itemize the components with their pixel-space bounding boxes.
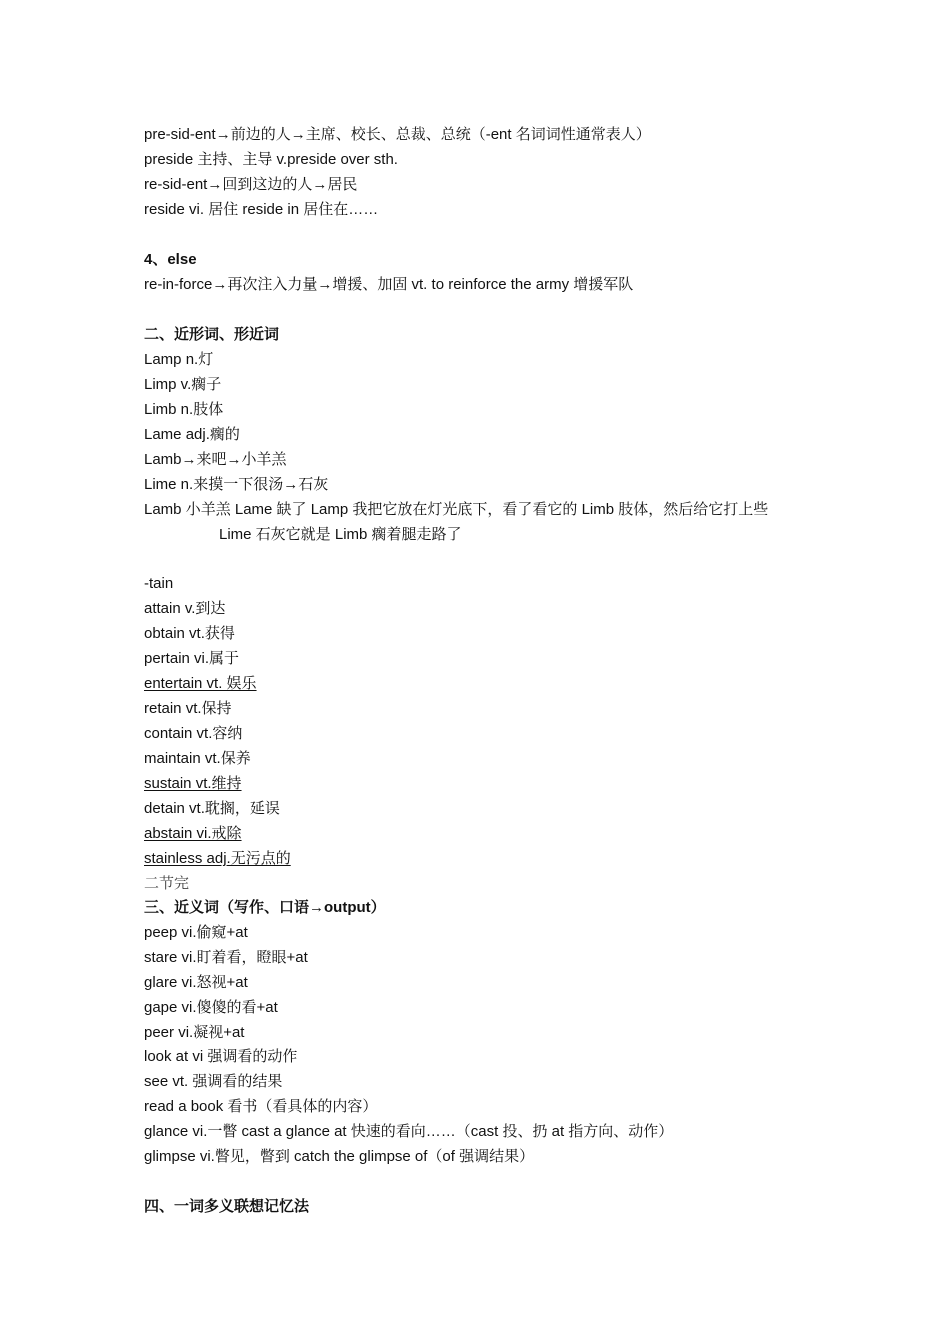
text-line: attain v.到达 xyxy=(144,600,226,617)
text-line: read a book 看书（看具体的内容） xyxy=(144,1098,378,1115)
text-line: re-sid-ent→回到这边的人→居民 xyxy=(144,176,358,193)
text-line: Limb n.肢体 xyxy=(144,401,224,418)
text-line-underlined: sustain vt.维持 xyxy=(144,775,242,792)
text-line: Limp v.瘸子 xyxy=(144,376,222,393)
section-end-note: 二节完 xyxy=(144,875,190,892)
text-line: glimpse vi.瞥见，瞥到 catch the glimpse of（of 强调结果） xyxy=(144,1148,535,1165)
section-heading: 三、近义词（写作、口语→output） xyxy=(144,899,386,916)
section-heading: 4、else xyxy=(144,251,197,268)
text-line-underlined: stainless adj.无污点的 xyxy=(144,850,291,867)
text-line: Lamb→来吧→小羊羔 xyxy=(144,451,287,468)
section-heading: -tain xyxy=(144,575,174,592)
text-line: reside vi. 居住 reside in 居住在…… xyxy=(144,201,379,218)
text-line: contain vt.容纳 xyxy=(144,725,243,742)
text-line: peep vi.偷窥+at xyxy=(144,924,248,941)
text-line: detain vt.耽搁，延误 xyxy=(144,800,280,817)
text-line: Lime 石灰它就是 Limb 瘸着腿走路了 xyxy=(219,526,462,543)
text-line-underlined: entertain vt. 娱乐 xyxy=(144,675,257,692)
text-line: gape vi.傻傻的看+at xyxy=(144,999,278,1016)
text-line-underlined: abstain vi.戒除 xyxy=(144,825,242,842)
text-line: glance vi.一瞥 cast a glance at 快速的看向……（cast 投、扔 at 指方向、动作） xyxy=(144,1123,674,1140)
text-line: Lamb 小羊羔 Lame 缺了 Lamp 我把它放在灯光底下，看了看它的 Limb 肢体，然后给它打上些 xyxy=(144,501,769,518)
text-line: look at vi 强调看的动作 xyxy=(144,1048,298,1065)
text-line: obtain vt.获得 xyxy=(144,625,235,642)
text-line: preside 主持、主导 v.preside over sth. xyxy=(144,151,398,168)
text-line: Lime n.来摸一下很汤→石灰 xyxy=(144,476,329,493)
text-line: retain vt.保持 xyxy=(144,700,232,717)
text-line: Lamp n.灯 xyxy=(144,351,214,368)
text-line: re-in-force→再次注入力量→增援、加固 vt. to reinforce the army 增援军队 xyxy=(144,276,634,293)
text-line: Lame adj.瘸的 xyxy=(144,426,240,443)
text-line: pre-sid-ent→前边的人→主席、校长、总裁、总统（-ent 名词词性通常表人） xyxy=(144,126,651,143)
text-line: maintain vt.保养 xyxy=(144,750,251,767)
section-heading: 二、近形词、形近词 xyxy=(144,326,280,343)
section-heading: 四、一词多义联想记忆法 xyxy=(144,1198,310,1215)
text-line: pertain vi.属于 xyxy=(144,650,240,667)
text-line: stare vi.盯着看，瞪眼+at xyxy=(144,949,308,966)
text-line: see vt. 强调看的结果 xyxy=(144,1073,283,1090)
text-line: glare vi.怒视+at xyxy=(144,974,248,991)
text-line: peer vi.凝视+at xyxy=(144,1024,245,1041)
